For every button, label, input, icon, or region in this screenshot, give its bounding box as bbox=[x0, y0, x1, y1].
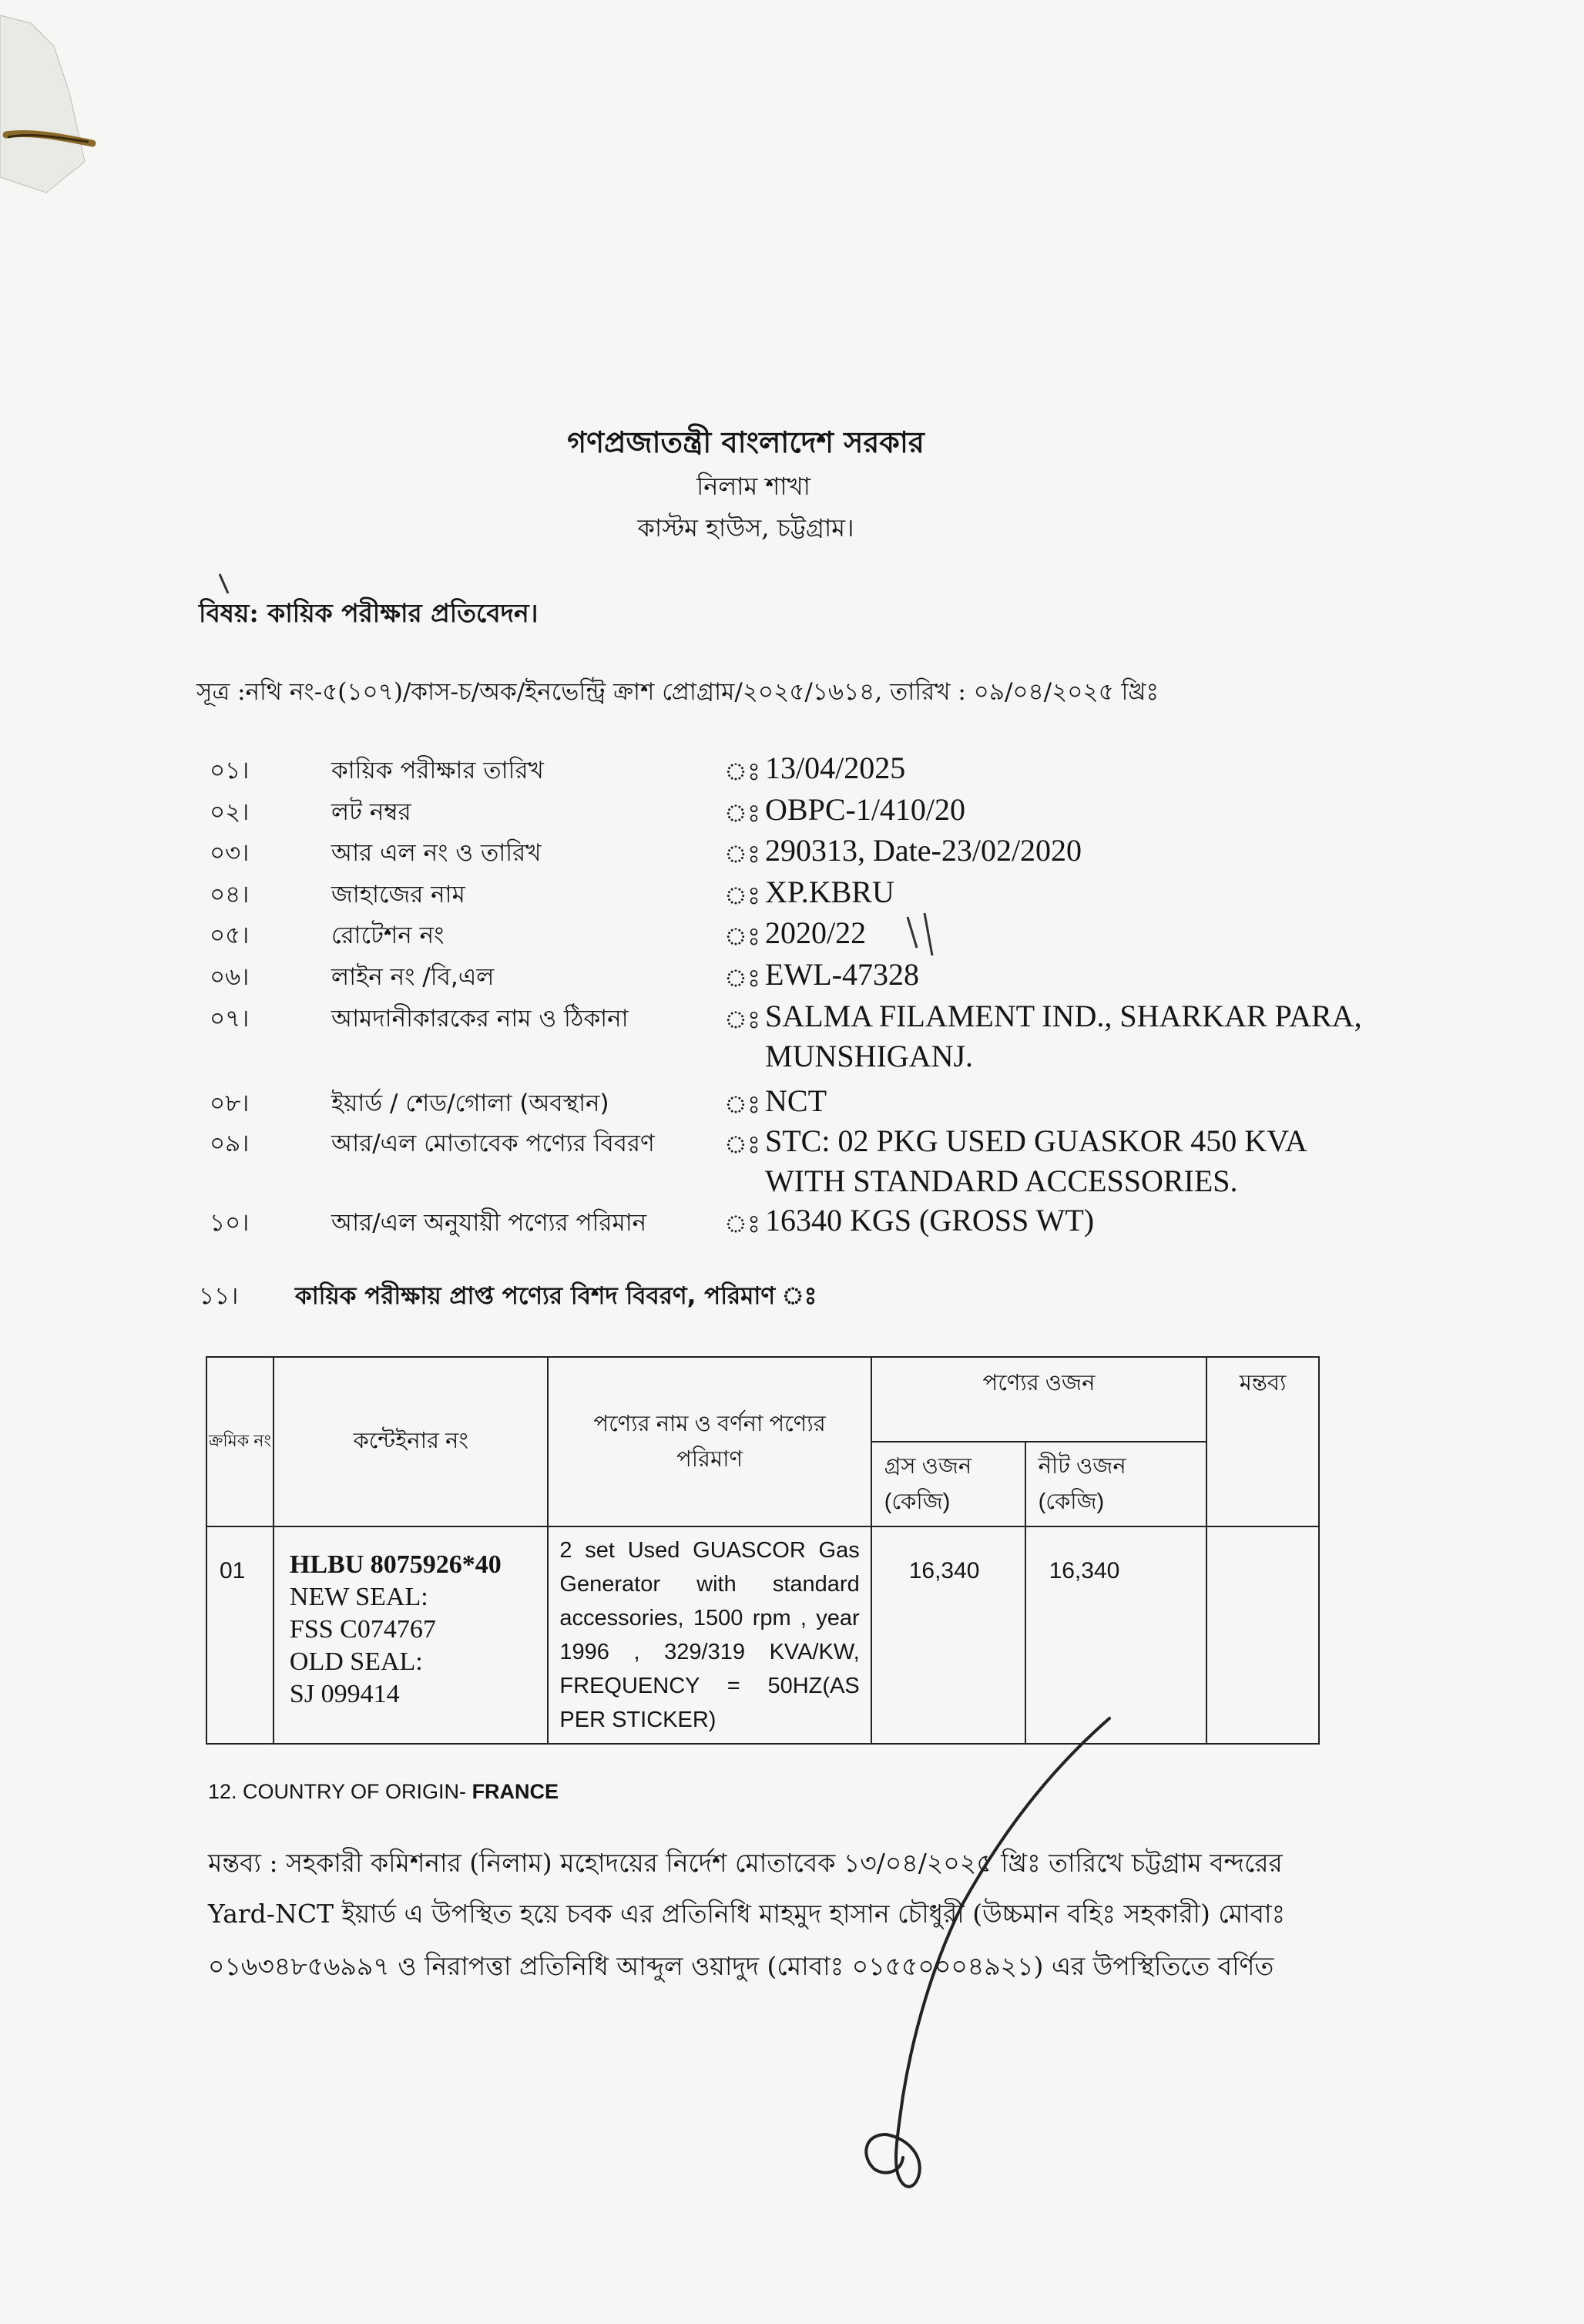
field-number: ০৫। bbox=[210, 922, 250, 949]
origin-value: FRANCE bbox=[472, 1780, 559, 1803]
field-label: আমদানীকারকের নাম ও ঠিকানা bbox=[331, 1005, 629, 1033]
header-gross-weight: গ্রস ওজন (কেজি) bbox=[871, 1442, 1025, 1526]
field-number: ০৯। bbox=[210, 1130, 250, 1157]
header-container: কন্টেইনার নং bbox=[274, 1357, 548, 1526]
header-remarks: মন্তব্য bbox=[1206, 1357, 1319, 1526]
field-number: ০৩। bbox=[210, 839, 250, 867]
field-colon: ঃ bbox=[724, 1130, 761, 1159]
field-colon: ঃ bbox=[724, 963, 761, 992]
field-value: EWL-47328 bbox=[765, 957, 919, 992]
new-seal-number: FSS C074767 bbox=[289, 1615, 436, 1644]
department-name: নিলাম শাখা bbox=[696, 472, 810, 501]
field-value: 16340 KGS (GROSS WT) bbox=[765, 1203, 1095, 1238]
government-title: গণপ্রজাতন্ত্রী বাংলাদেশ সরকার bbox=[567, 425, 925, 459]
field-value: 290313, Date-23/02/2020 bbox=[765, 833, 1082, 868]
container-number: HLBU 8075926*40 bbox=[289, 1550, 502, 1579]
remarks-line-1: মন্তব্য : সহকারী কমিশনার (নিলাম) মহোদয়ের নির্দেশ মোতাবেক ১৩/০৪/২০২৫ খ্রিঃ তারিখে চট্টগ্রাম বন্দরের bbox=[208, 1848, 1283, 1878]
field-colon: ঃ bbox=[724, 922, 761, 951]
section-number: ১১। bbox=[199, 1282, 239, 1310]
header-net-weight: নীট ওজন (কেজি) bbox=[1025, 1442, 1207, 1526]
cell-container bbox=[274, 1526, 548, 1744]
subject-line: বিষয়: কায়িক পরীক্ষার প্রতিবেদন। bbox=[199, 598, 539, 628]
field-number: ০৬। bbox=[210, 963, 250, 991]
new-seal-label: NEW SEAL: bbox=[289, 1583, 428, 1611]
field-number: ০২। bbox=[210, 798, 250, 826]
remarks-line-2: Yard-NCT ইয়ার্ড এ উপস্থিত হয়ে চবক এর প্রতিনিধি মাহমুদ হাসান চৌধুরী (উচ্চমান বহিঃ সহকারী) মোবাঃ bbox=[208, 1899, 1286, 1929]
field-number: ০৭। bbox=[210, 1005, 250, 1033]
field-colon: ঃ bbox=[724, 1209, 761, 1238]
table-row bbox=[206, 1526, 1319, 1744]
field-colon: ঃ bbox=[724, 798, 761, 828]
office-address: কাস্টম হাউস, চট্টগ্রাম। bbox=[637, 513, 854, 542]
field-value: 2020/22 bbox=[765, 915, 867, 950]
header-weight-group: পণ্যের ওজন bbox=[871, 1357, 1207, 1442]
reference-line: সূত্র :নথি নং-৫(১০৭)/কাস-চ/অক/ইনভেন্ট্রি ক্রাশ প্রোগ্রাম/২০২৫/১৬১৪, তারিখ : ০৯/০৪/২০২৫ খ্রিঃ bbox=[196, 678, 1159, 706]
field-colon: ঃ bbox=[724, 1005, 761, 1034]
cell-description: 2 set Used GUASCOR Gas Generator with standard accessories, 1500 rpm , year 1996 , 329/319 KVA/KW, FREQUENCY = 50HZ(AS PER STICKER) bbox=[548, 1526, 871, 1744]
string-tag-mark bbox=[0, 0, 154, 200]
field-colon: ঃ bbox=[724, 757, 761, 786]
section-label: কায়িক পরীক্ষায় প্রাপ্ত পণ্যের বিশদ বিবরণ, পরিমাণ ঃ bbox=[295, 1282, 817, 1310]
cell-gross-weight: 16,340 bbox=[871, 1526, 1025, 1744]
cell-net-weight: 16,340 bbox=[1025, 1526, 1207, 1744]
old-seal-number: SJ 099414 bbox=[289, 1680, 400, 1708]
field-value: NCT bbox=[765, 1083, 827, 1118]
old-seal-label: OLD SEAL: bbox=[289, 1647, 423, 1676]
field-label: জাহাজের নাম bbox=[331, 881, 465, 908]
field-value: XP.KBRU bbox=[765, 875, 894, 909]
field-label: রোটেশন নং bbox=[331, 922, 445, 949]
remarks-line-3: ০১৬৩৪৮৫৬৯৯৭ ও নিরাপত্তা প্রতিনিধি আব্দুল ওয়াদুদ (মোবাঃ ০১৫৫০০০৪৯২১) এর উপস্থিতিতে বর্ণিত bbox=[208, 1951, 1274, 1981]
field-number: ১০। bbox=[210, 1209, 250, 1237]
field-number: ০১। bbox=[210, 757, 250, 784]
field-value: OBPC-1/410/20 bbox=[765, 792, 966, 827]
field-label: লট নম্বর bbox=[331, 798, 411, 826]
field-value: STC: 02 PKG USED GUASKOR 450 KVA WITH STANDARD ACCESSORIES. bbox=[765, 1123, 1306, 1198]
field-colon: ঃ bbox=[724, 839, 761, 868]
goods-table bbox=[206, 1356, 1320, 1745]
field-colon: ঃ bbox=[724, 881, 761, 910]
field-number: ০৪। bbox=[210, 881, 250, 908]
field-label: আর/এল মোতাবেক পণ্যের বিবরণ bbox=[331, 1130, 655, 1157]
header-description: পণ্যের নাম ও বর্ণনা পণ্যের পরিমাণ bbox=[548, 1357, 871, 1526]
field-label: আর/এল অনুযায়ী পণ্যের পরিমান bbox=[331, 1209, 647, 1237]
field-label: লাইন নং /বি,এল bbox=[331, 963, 495, 991]
field-value: SALMA FILAMENT IND., SHARKAR PARA, MUNSHIGANJ. bbox=[765, 999, 1362, 1073]
cell-serial: 01 bbox=[206, 1526, 274, 1744]
header-serial: ক্রমিক নং bbox=[206, 1357, 274, 1526]
origin-label: 12. COUNTRY OF ORIGIN- bbox=[208, 1780, 472, 1803]
cell-remarks bbox=[1206, 1526, 1319, 1744]
field-label: ইয়ার্ড / শেড/গোলা (অবস্থান) bbox=[331, 1090, 609, 1117]
field-colon: ঃ bbox=[724, 1090, 761, 1119]
country-of-origin bbox=[208, 1780, 559, 1804]
field-number: ০৮। bbox=[210, 1090, 250, 1117]
field-value: 13/04/2025 bbox=[765, 751, 906, 785]
field-label: কায়িক পরীক্ষার তারিখ bbox=[331, 757, 544, 784]
field-label: আর এল নং ও তারিখ bbox=[331, 839, 542, 867]
